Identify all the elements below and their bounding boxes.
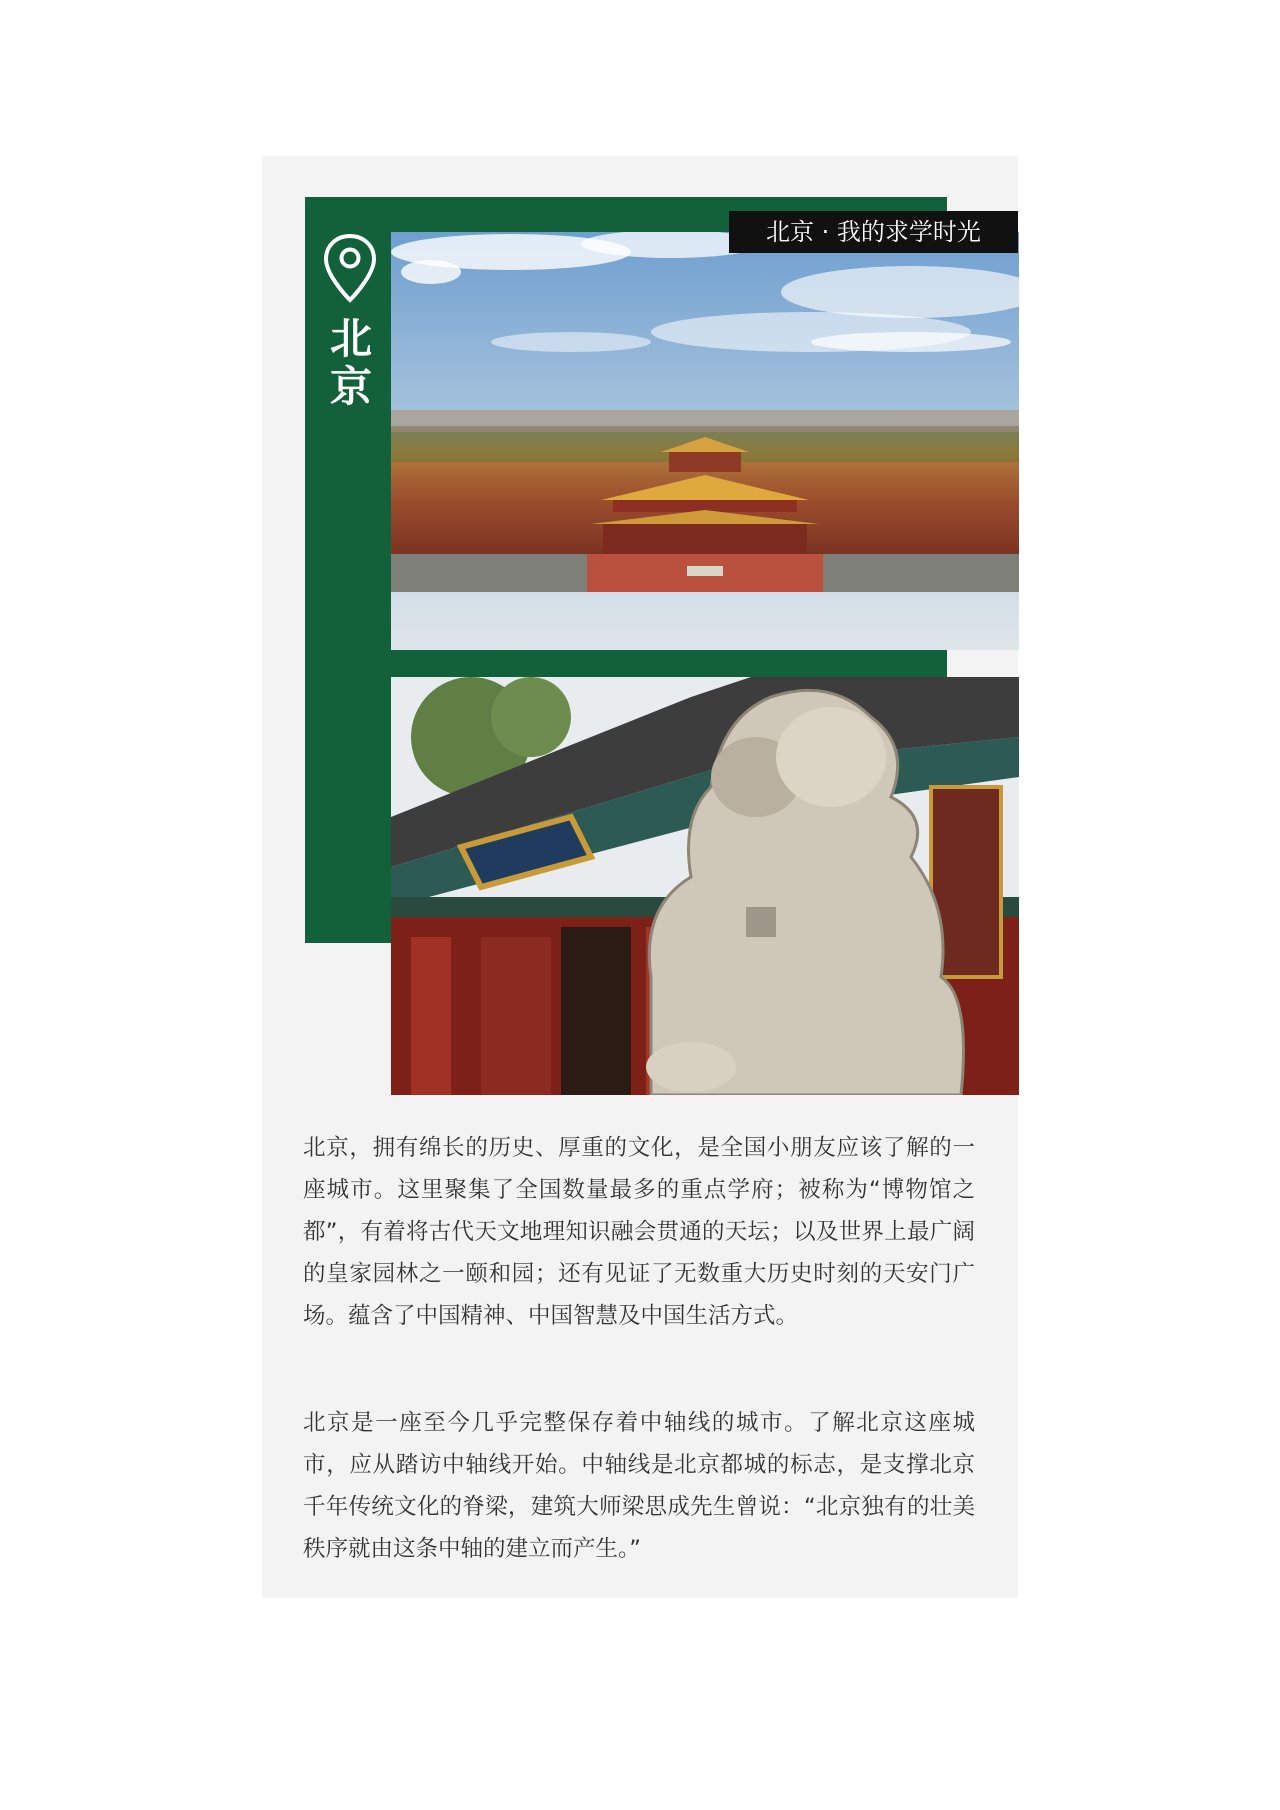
- map-pin-icon: [322, 232, 378, 304]
- forbidden-city-photo: [391, 232, 1019, 650]
- intro-paragraph: 北京，拥有绵长的历史、厚重的文化，是全国小朋友应该了解的一座城市。这里聚集了全国数量最多的重点学府；被称为“博物馆之都”，有着将古代天文地理知识融会贯通的天坛；以及世界上最广阔的皇家园林之一颐和园；还有见证了无数重大历史时刻的天安门广场。蕴含了中国精神、中国智慧及中国生活方式。: [303, 1135, 975, 1329]
- city-name-vertical: 北京: [329, 314, 372, 411]
- central-axis-paragraph: 北京是一座至今几乎完整保存着中轴线的城市。了解北京这座城市，应从踏访中轴线开始。中轴线是北京都城的标志，是支撑北京千年传统文化的脊梁，建筑大师梁思成先生曾说：“北京独有的壮美秩序就由这条中轴的建立而产生。”: [303, 1410, 975, 1562]
- university-gate-photo: [391, 677, 1019, 1095]
- title-tag: 北京 · 我的求学时光: [729, 211, 1018, 253]
